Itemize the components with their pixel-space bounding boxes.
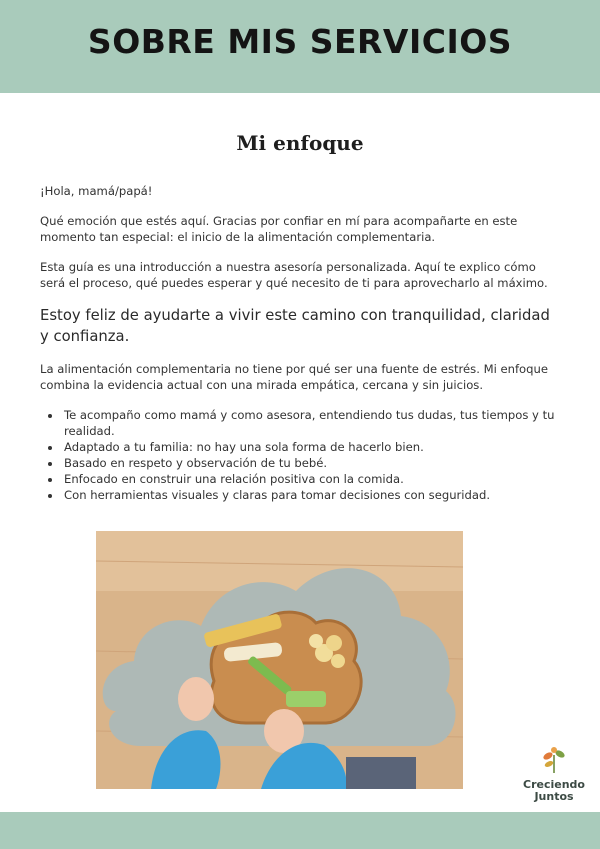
guide-paragraph: Esta guía es una introducción a nuestra asesoría personalizada. Aquí te explico cómo será el proceso, qué puedes esperar y qué necesito de ti para aprovecharlo al máximo. bbox=[40, 260, 548, 290]
page-title: SOBRE MIS SERVICIOS bbox=[87, 22, 513, 61]
lead-statement: Estoy feliz de ayudarte a vivir este camino con tranquilidad, claridad y confianza. bbox=[40, 307, 550, 345]
list-item: • Basado en respeto y observación de tu bebé. bbox=[62, 455, 562, 471]
list-item: • Con herramientas visuales y claras para tomar decisiones con seguridad. bbox=[62, 487, 562, 503]
content-body bbox=[40, 183, 562, 503]
logo-text-line1: Creciendo bbox=[523, 778, 585, 791]
logo-text-line2: Juntos bbox=[534, 790, 574, 803]
baby-meal-photo bbox=[96, 531, 463, 789]
approach-list bbox=[40, 407, 562, 503]
list-item: • Adaptado a tu familia: no hay una sola forma de hacerlo bien. bbox=[62, 439, 562, 455]
approach-paragraph: La alimentación complementaria no tiene por qué ser una fuente de estrés. Mi enfoque combina la evidencia actual con una mirada empática, cercana y sin juicios. bbox=[40, 362, 548, 392]
sprout-icon bbox=[539, 745, 569, 775]
list-item: • Te acompaño como mamá y como asesora, entendiendo tus dudas, tus tiempos y tu realidad. bbox=[62, 407, 562, 439]
brand-logo bbox=[514, 745, 594, 803]
section-title: Mi enfoque bbox=[236, 131, 364, 155]
greeting-text: ¡Hola, mamá/papá! bbox=[40, 184, 153, 198]
list-item: • Enfocado en construir una relación positiva con la comida. bbox=[62, 471, 562, 487]
footer-band bbox=[0, 812, 600, 849]
intro-paragraph: Qué emoción que estés aquí. Gracias por confiar en mí para acompañarte en este momento tan especial: el inicio de la alimentación complementaria. bbox=[40, 214, 518, 244]
